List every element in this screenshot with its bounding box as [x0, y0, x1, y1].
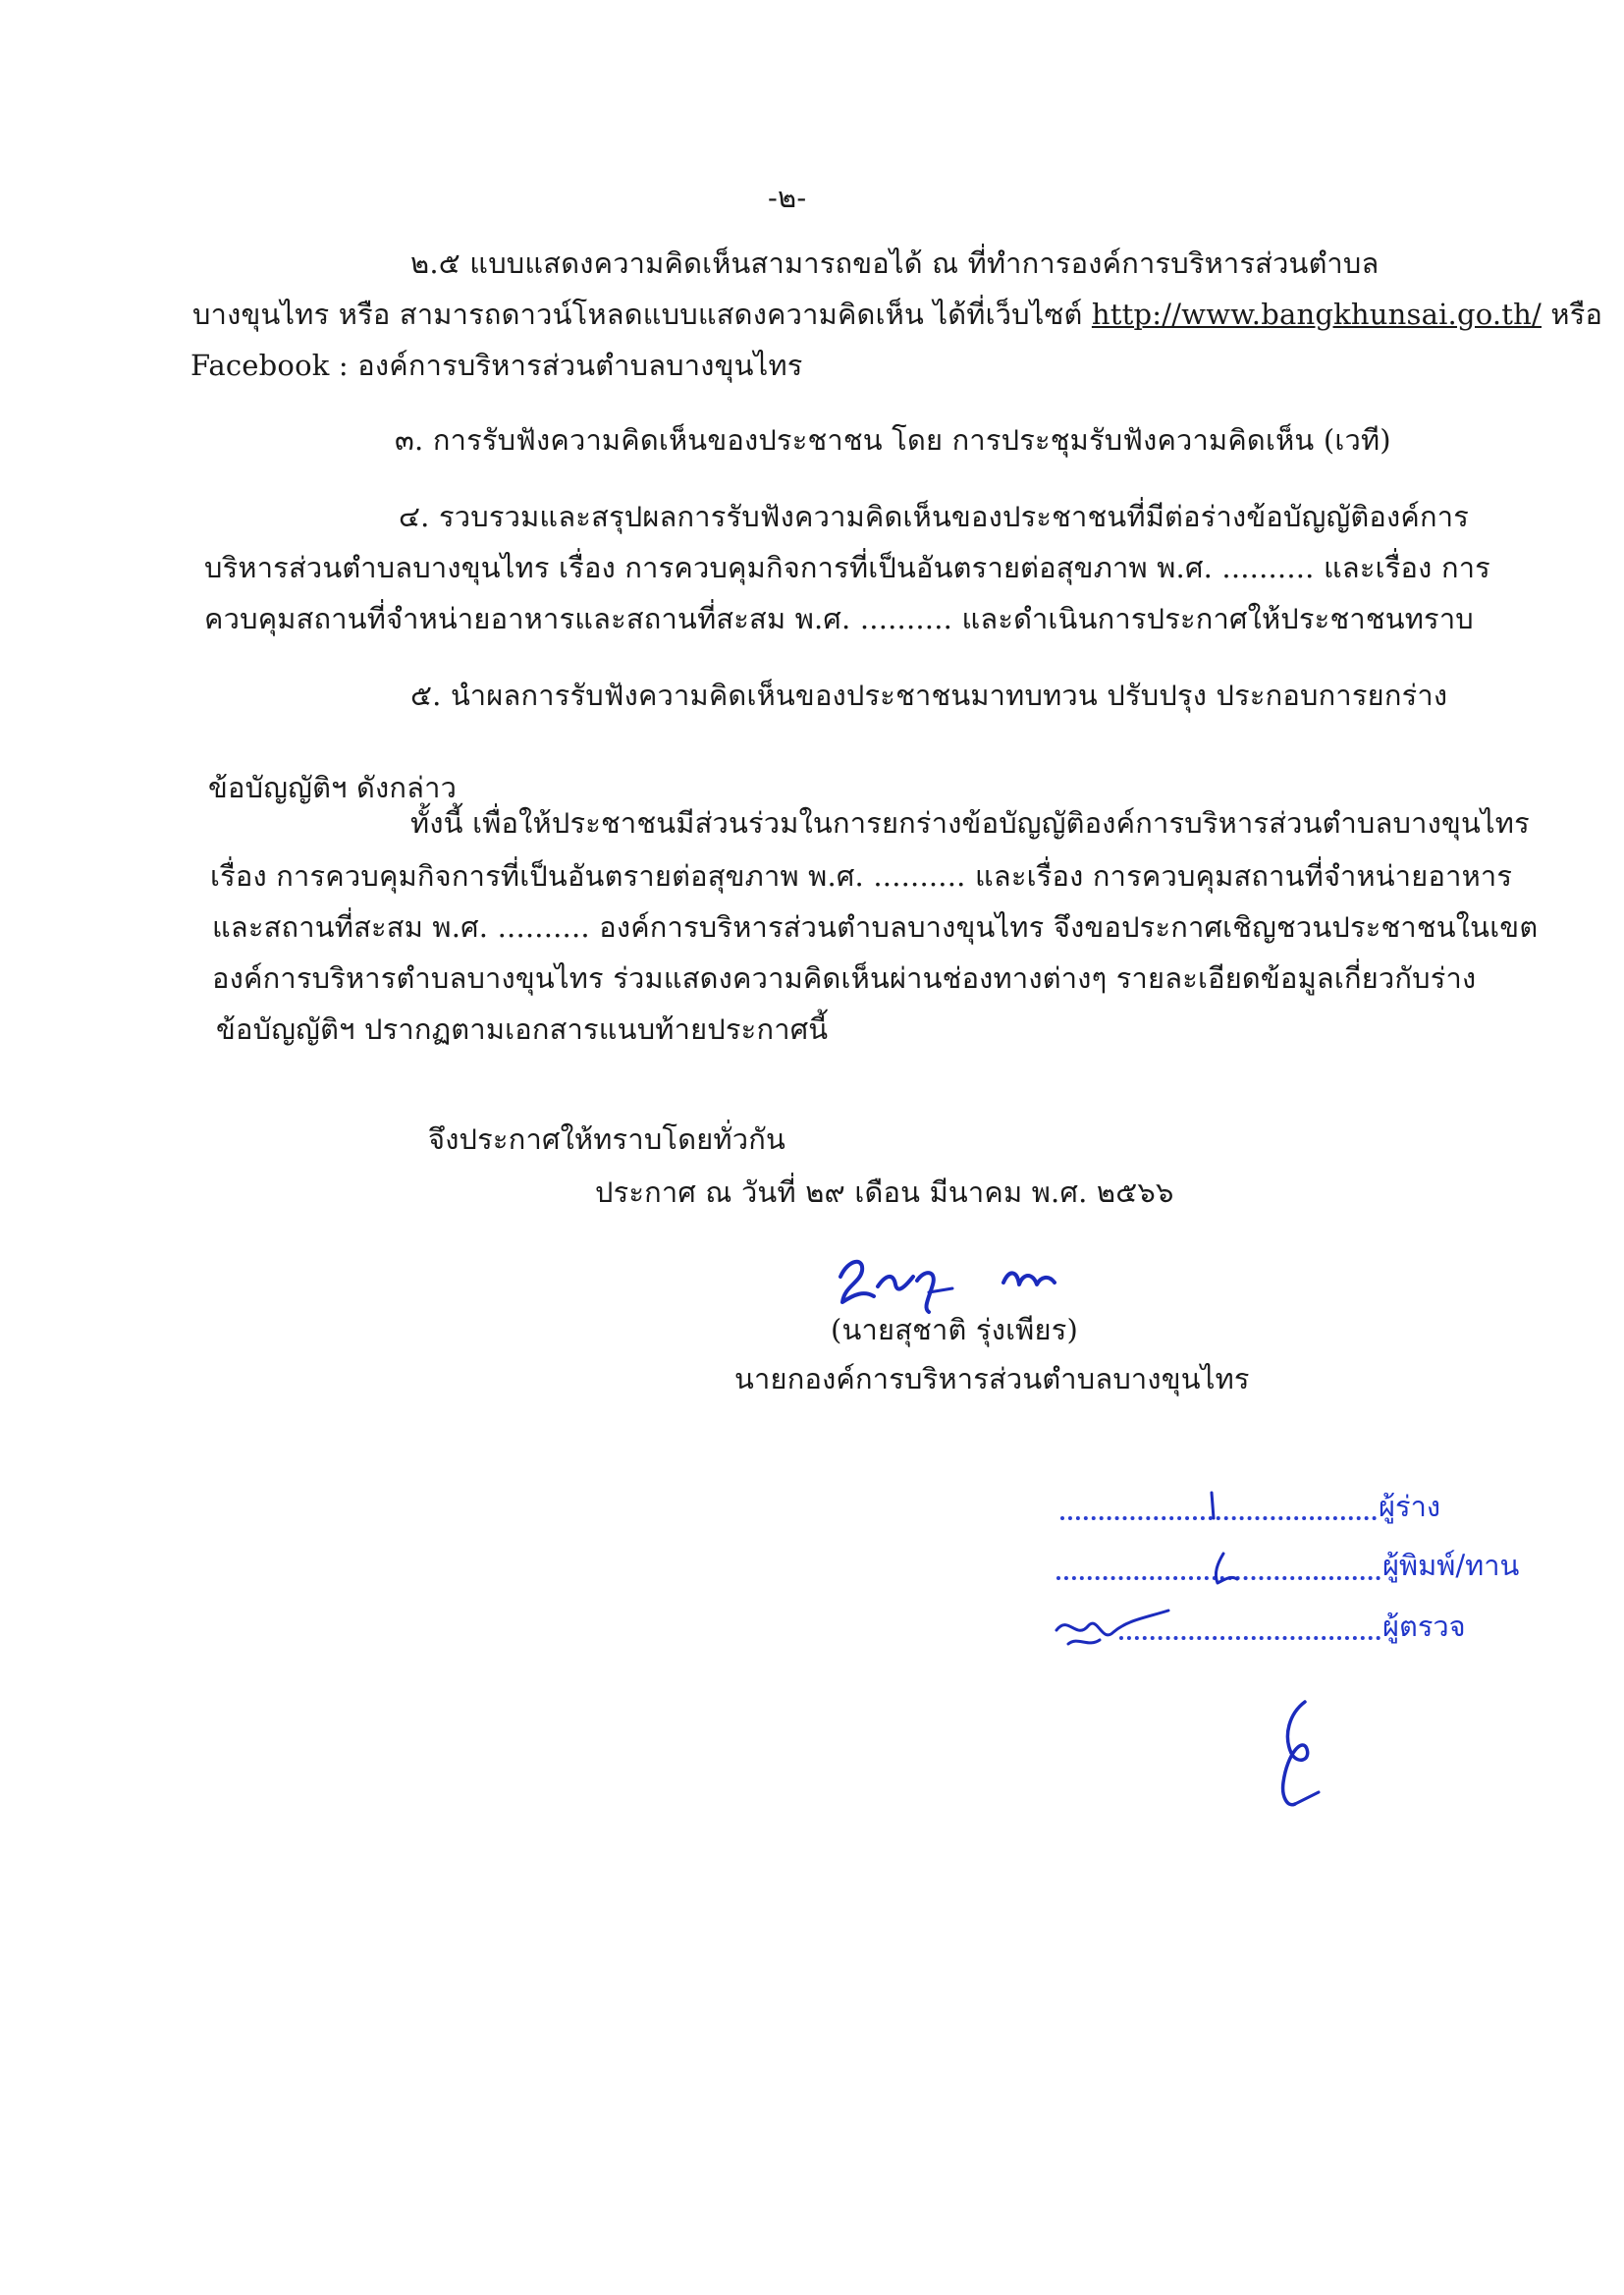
- approval-mark: [1262, 1694, 1330, 1822]
- item-5-line-2: ข้อบัญญัติฯ ดังกล่าว: [208, 771, 458, 804]
- website-link[interactable]: http://www.bangkhunsai.go.th/: [1091, 298, 1543, 331]
- signer-title: นายกองค์การบริหารส่วนตำบลบางขุนไทร: [734, 1362, 1250, 1395]
- item-4-line-3: ควบคุมสถานที่จำหน่ายอาหารและสถานที่สะสม พ.ศ. .......... และดำเนินการประกาศให้ประชาชนทราบ: [204, 602, 1474, 635]
- item-2-5-line-3: Facebook : องค์การบริหารส่วนตำบลบางขุนไทร: [190, 349, 803, 382]
- item-2-5-line-2: [192, 295, 1602, 334]
- item-4-line-2: บริหารส่วนตำบลบางขุนไทร เรื่อง การควบคุมกิจการที่เป็นอันตรายต่อสุขภาพ พ.ศ. .......... และเรื่อง การ: [204, 551, 1490, 584]
- signature-mark: [835, 1247, 1070, 1318]
- drafter-label: ผู้ร่าง: [1379, 1490, 1441, 1523]
- page-number: -๒-: [768, 181, 807, 214]
- initial-mark: [1198, 1485, 1247, 1593]
- signer-name: (นายสุชาติ รุ่งเพียร): [831, 1313, 1078, 1346]
- closing-line-4: องค์การบริหารตำบลบางขุนไทร ร่วมแสดงความคิดเห็นผ่านช่องทางต่างๆ รายละเอียดข้อมูลเกี่ยวกับร่าง: [212, 961, 1477, 995]
- closing-line-1: ทั้งนี้ เพื่อให้ประชาชนมีส่วนร่วมในการยกร่างข้อบัญญัติองค์การบริหารส่วนตำบลบางขุนไทร: [410, 806, 1530, 840]
- date-line: ประกาศ ณ วันที่ ๒๙ เดือน มีนาคม พ.ศ. ๒๕๖๖: [595, 1175, 1174, 1209]
- item-4-line-1: ๔. รวบรวมและสรุปผลการรับฟังความคิดเห็นของประชาชนที่มีต่อร่างข้อบัญญัติองค์การ: [399, 500, 1470, 533]
- closing-line-2: เรื่อง การควบคุมกิจการที่เป็นอันตรายต่อสุขภาพ พ.ศ. .......... และเรื่อง การควบคุมสถานที่จำหน่ายอาหาร: [210, 859, 1513, 893]
- item-3: ๓. การรับฟังความคิดเห็นของประชาชน โดย การประชุมรับฟังความคิดเห็น (เวที): [395, 423, 1391, 457]
- item-2-5-line-2-text: บางขุนไทร หรือ สามารถดาวน์โหลดแบบแสดงความคิดเห็น ได้ที่เว็บไซต์: [192, 298, 1092, 331]
- typist-label: ผู้พิมพ์/ทาน: [1382, 1549, 1520, 1582]
- announcement: จึงประกาศให้ทราบโดยทั่วกัน: [428, 1122, 786, 1156]
- closing-line-3: และสถานที่สะสม พ.ศ. .......... องค์การบริหารส่วนตำบลบางขุนไทร จึงขอประกาศเชิญชวนประชาชนในเขต: [212, 910, 1539, 944]
- checker-signature-mark: [1049, 1601, 1176, 1656]
- checker-label: ผู้ตรวจ: [1382, 1610, 1466, 1643]
- item-2-5-line-1: ๒.๕ แบบแสดงความคิดเห็นสามารถขอได้ ณ ที่ทำการองค์การบริหารส่วนตำบล: [410, 246, 1380, 280]
- item-5-line-1: ๕. นำผลการรับฟังความคิดเห็นของประชาชนมาทบทวน ปรับปรุง ประกอบการยกร่าง: [410, 679, 1448, 712]
- closing-line-5: ข้อบัญญัติฯ ปรากฏตามเอกสารแนบท้ายประกาศนี้: [216, 1012, 829, 1046]
- item-2-5-line-2-tail: หรือ: [1542, 298, 1603, 331]
